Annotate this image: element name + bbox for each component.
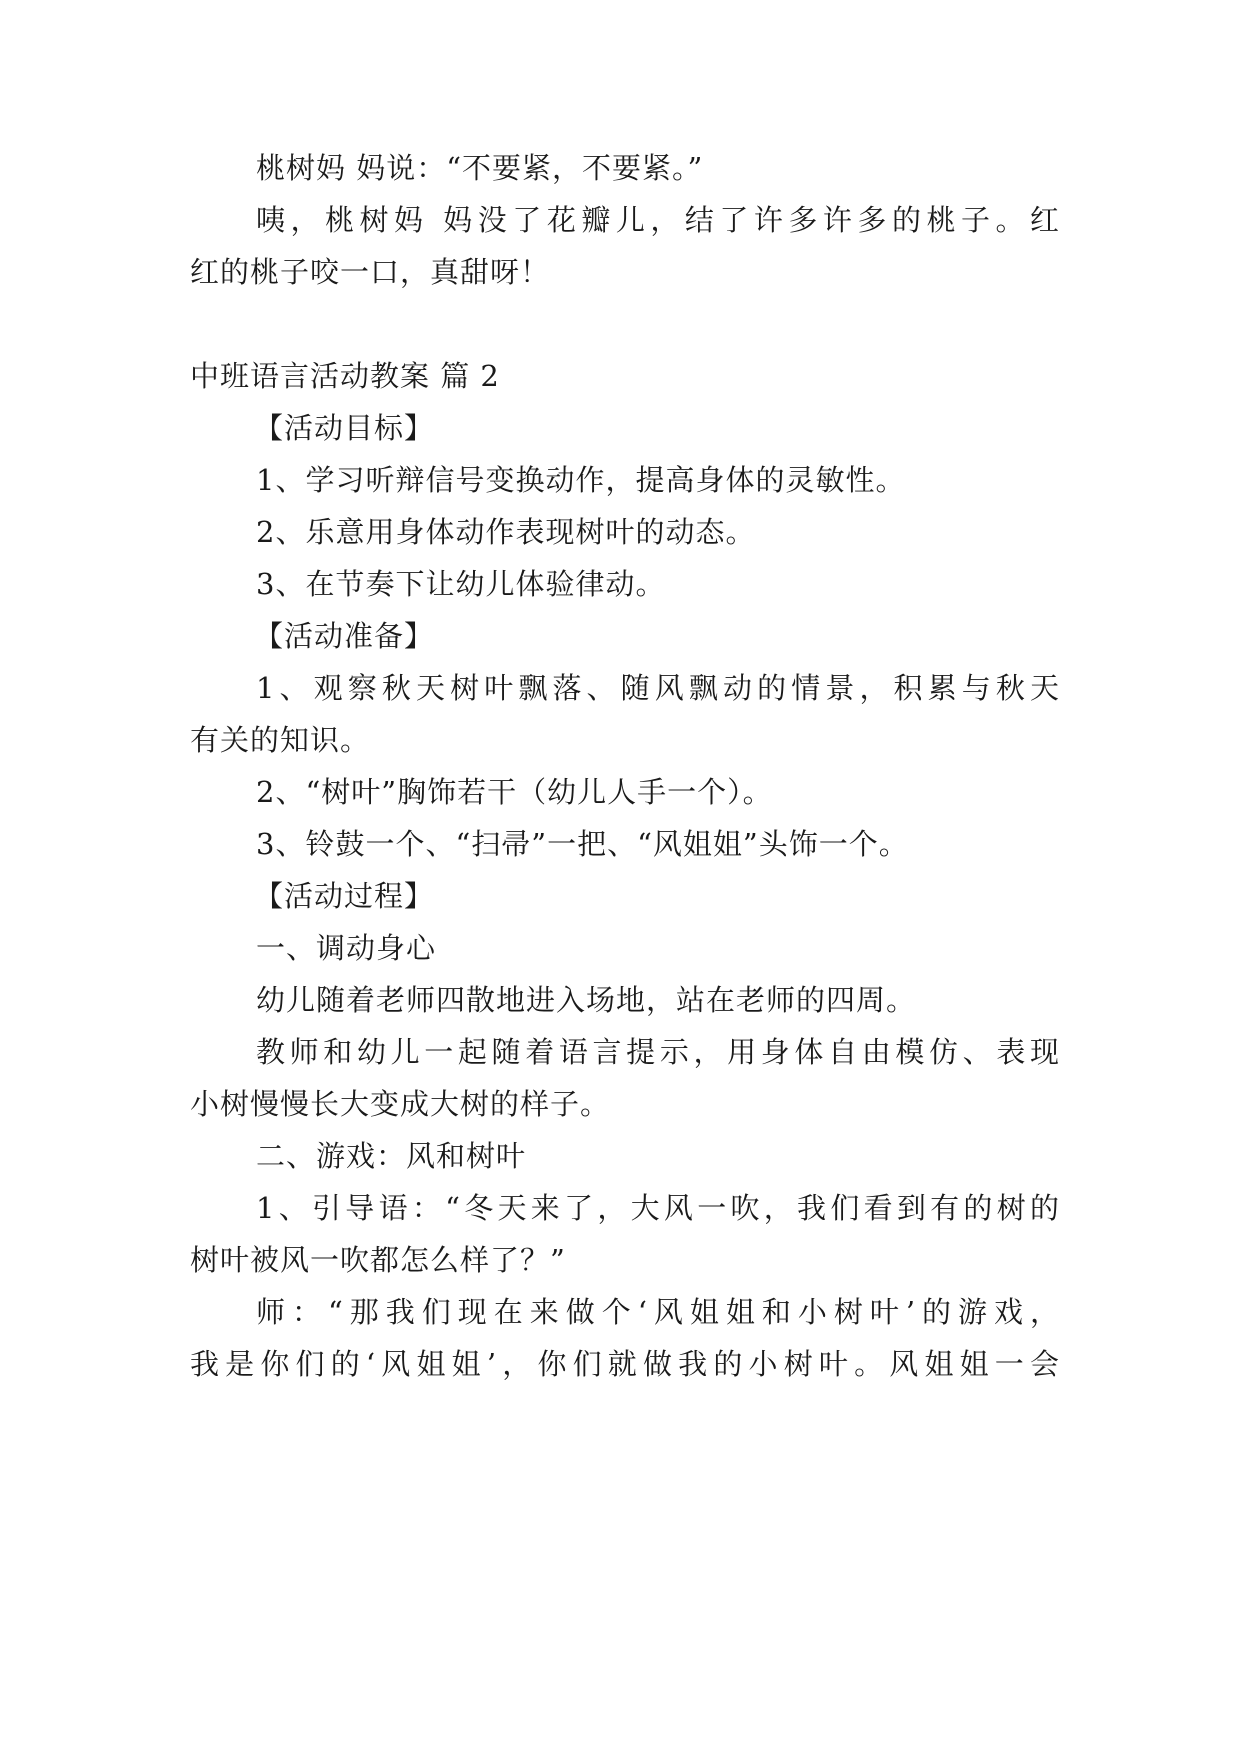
story-line: 红的桃子咬一口，真甜呀！ bbox=[190, 255, 551, 289]
process-text: 师：“那我们现在来做个‘风姐姐和小树叶’的游戏， bbox=[256, 1295, 1060, 1329]
process-text: 幼儿随着老师四散地进入场地，站在老师的四周。 bbox=[256, 983, 917, 1017]
preparation-item: 有关的知识。 bbox=[190, 723, 371, 757]
process-text: 我是你们的‘风姐姐’，你们就做我的小树叶。风姐姐一会 bbox=[190, 1347, 1060, 1381]
goal-item: 2、乐意用身体动作表现树叶的动态。 bbox=[256, 515, 756, 549]
goal-item: 3、在节奏下让幼儿体验律动。 bbox=[256, 567, 666, 601]
subheading-preparation: 【活动准备】 bbox=[254, 619, 435, 653]
story-line: 咦，桃树妈 妈没了花瓣儿，结了许多许多的桃子。红 bbox=[256, 203, 1060, 237]
preparation-item: 1、观察秋天树叶飘落、随风飘动的情景，积累与秋天 bbox=[256, 671, 1060, 705]
preparation-item: 2、“树叶”胸饰若干（幼儿人手一个）。 bbox=[256, 775, 773, 809]
process-text: 树叶被风一吹都怎么样了？” bbox=[190, 1243, 566, 1277]
process-text: 小树慢慢长大变成大树的样子。 bbox=[190, 1087, 611, 1121]
story-line: 桃树妈 妈说：“不要紧，不要紧。” bbox=[256, 151, 704, 185]
subheading-process: 【活动过程】 bbox=[254, 879, 435, 913]
process-step: 二、游戏：风和树叶 bbox=[256, 1139, 527, 1173]
process-text: 1、引导语：“冬天来了，大风一吹，我们看到有的树的 bbox=[256, 1191, 1060, 1225]
process-text: 教师和幼儿一起随着语言提示，用身体自由模仿、表现 bbox=[256, 1035, 1060, 1069]
process-step: 一、调动身心 bbox=[256, 931, 437, 965]
preparation-item: 3、铃鼓一个、“扫帚”一把、“风姐姐”头饰一个。 bbox=[256, 827, 909, 861]
goal-item: 1、学习听辩信号变换动作，提高身体的灵敏性。 bbox=[256, 463, 906, 497]
section-heading: 中班语言活动教案 篇 2 bbox=[190, 359, 500, 393]
subheading-goals: 【活动目标】 bbox=[254, 411, 435, 445]
